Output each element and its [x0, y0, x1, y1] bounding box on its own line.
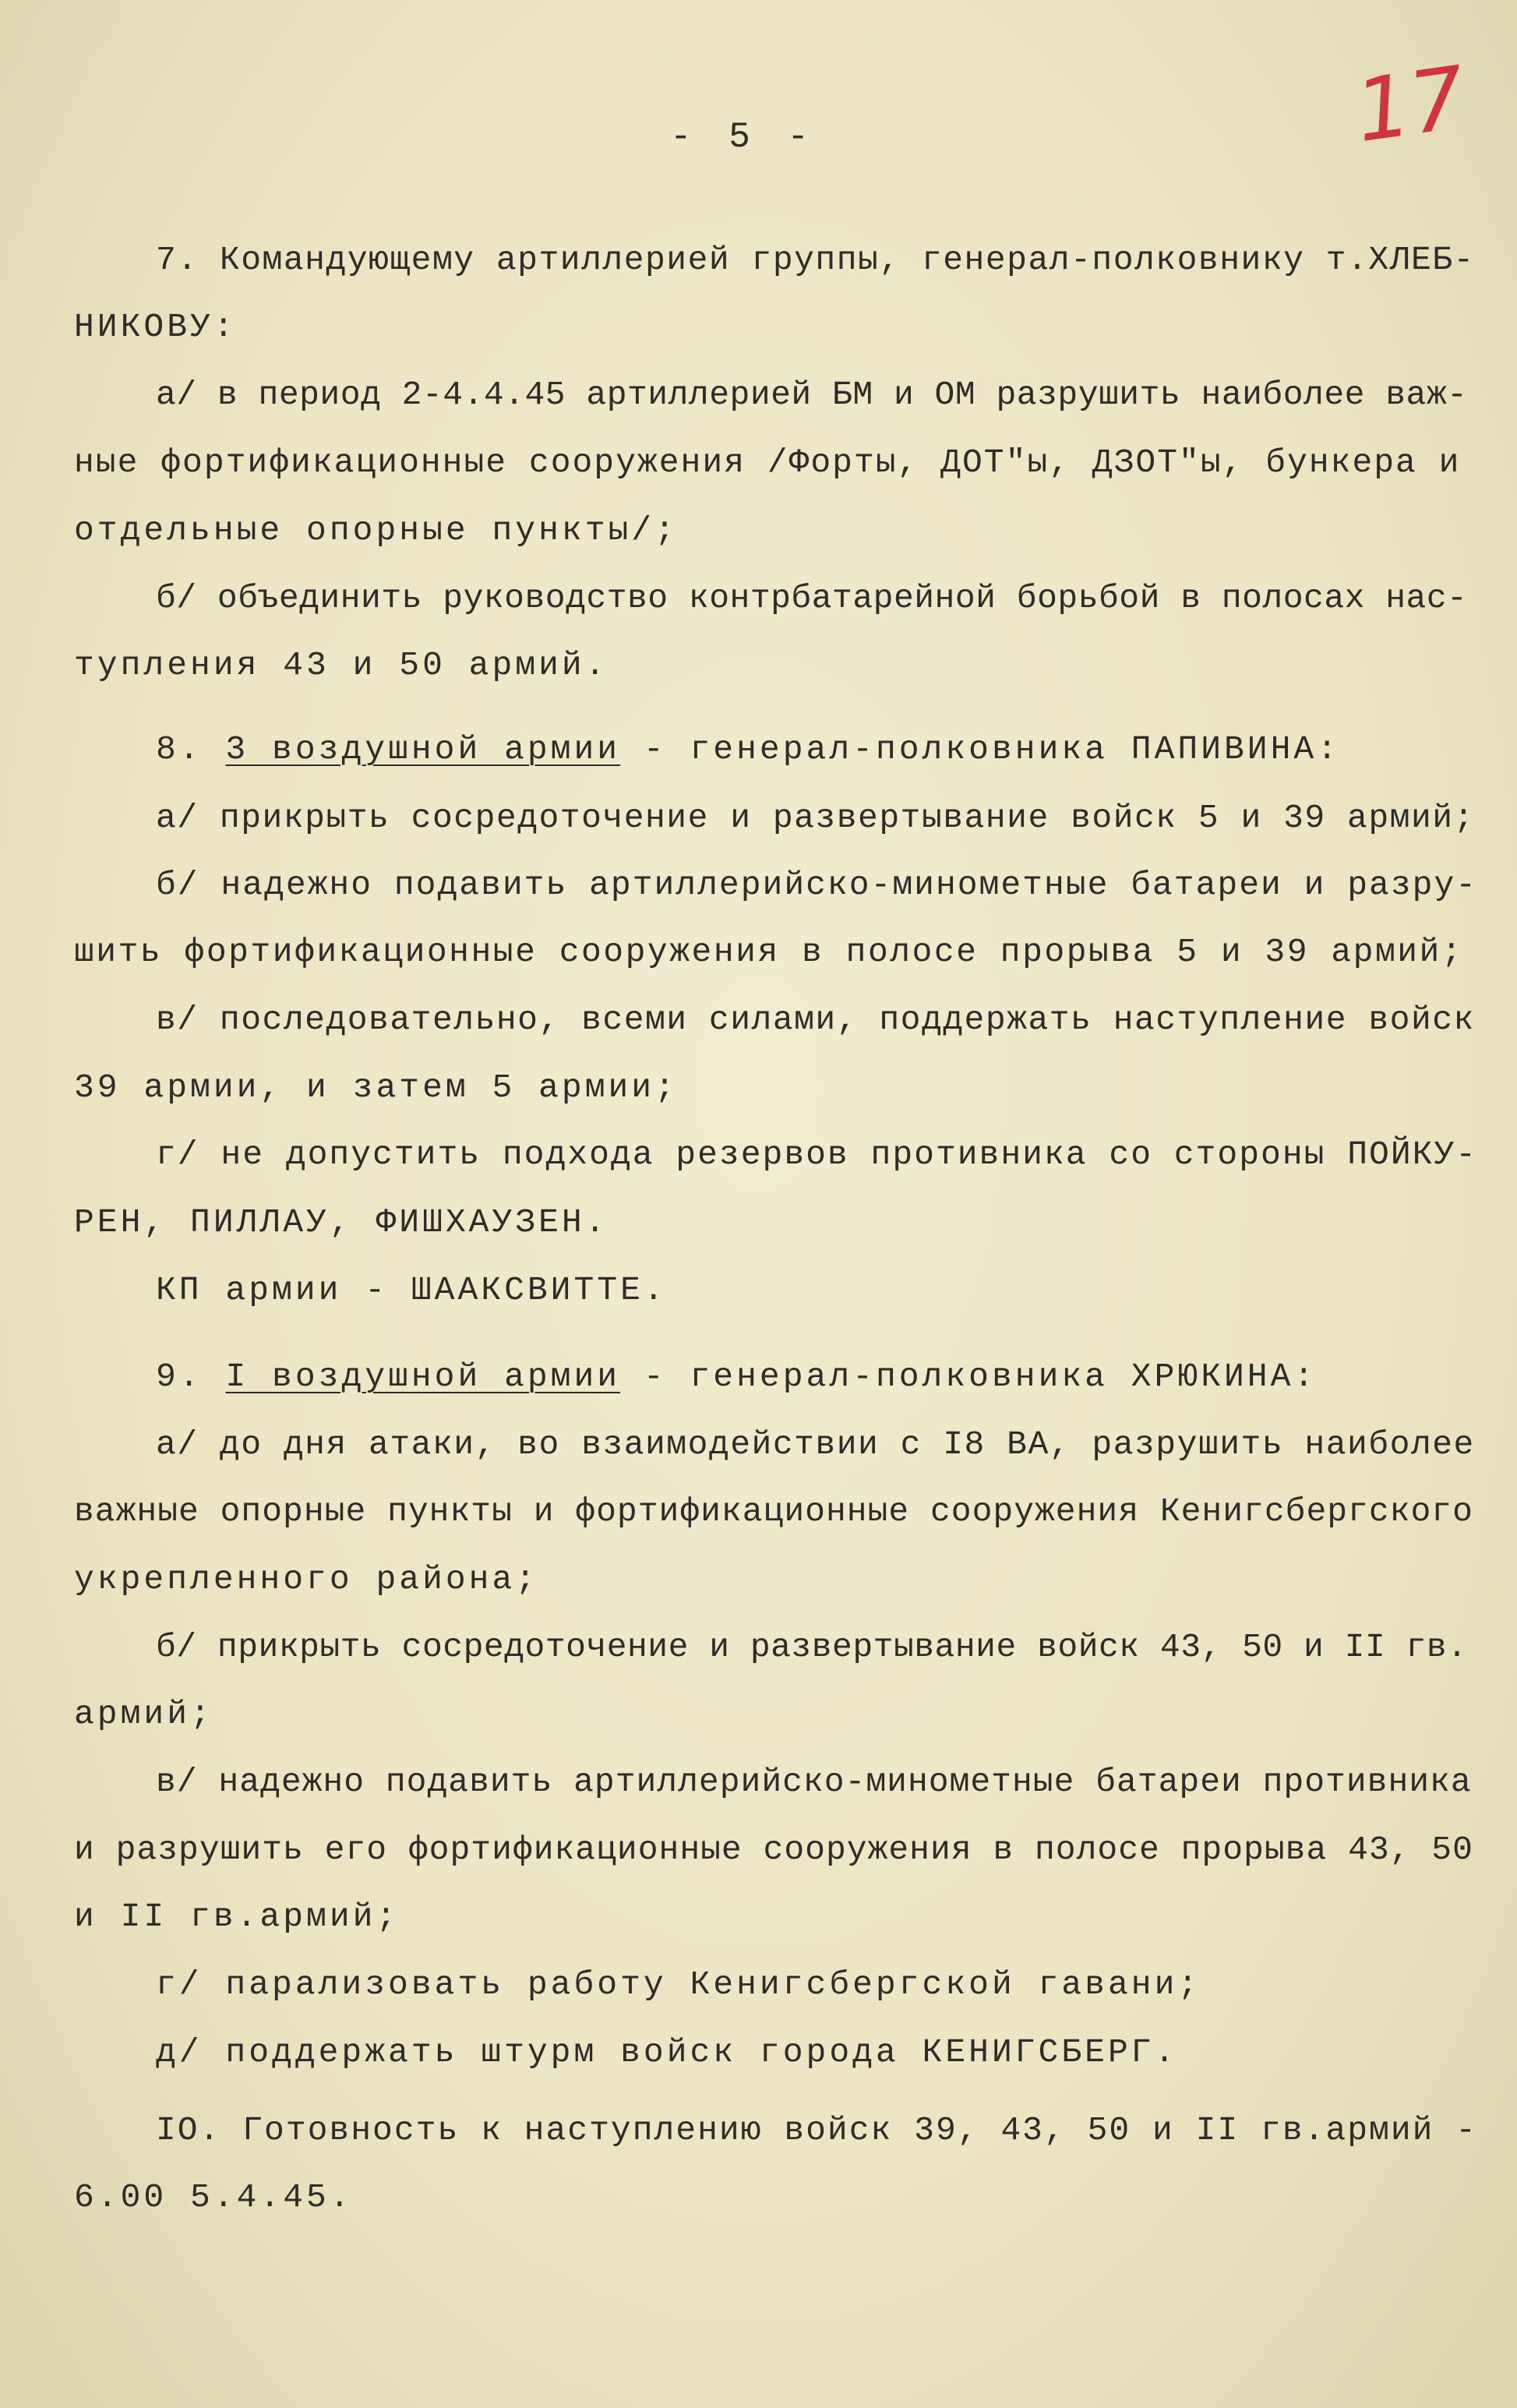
item9-b-line2: армий; [74, 1695, 213, 1733]
item8-number: 8. [156, 730, 203, 768]
item8-b-line2: шить фортификационные сооружения в полосе прорыва 5 и 39 армий; [74, 933, 1464, 971]
item9-v-line1: в/ надежно подавить артиллерийско-минометные батареи противника [156, 1763, 1472, 1801]
item8-a: а/ прикрыть сосредоточение и развертывание войск 5 и 39 армий; [156, 799, 1475, 837]
item8-g-line2: РЕН, ПИЛЛАУ, ФИШХАУЗЕН. [74, 1203, 609, 1241]
item9-a-line1: а/ до дня атаки, во взаимодействии с I8 ВА, разрушить наиболее [156, 1425, 1475, 1464]
item8-commander: - генерал-полковника ПАПИВИНА: [620, 730, 1341, 768]
item7-a-line2: ные фортификационные сооружения /Форты, ДОТ"ы, ДЗОТ"ы, бункера и [74, 443, 1461, 482]
item9-a-line3: укрепленного района; [74, 1560, 539, 1598]
item8-army-underlined: 3 воздушной армии [225, 730, 621, 768]
item10-line2: 6.00 5.4.45. [74, 2178, 353, 2216]
item7-a-line1: а/ в период 2-4.4.45 артиллерией БМ и ОМ разрушить наиболее важ- [156, 376, 1468, 414]
item7-line2: НИКОВУ: [74, 308, 237, 346]
item9-heading [156, 1358, 1318, 1396]
item8-v-line2: 39 армии, и затем 5 армии; [74, 1068, 678, 1107]
item7-b-line1: б/ объединить руководство контрбатарейной борьбой в полосах нас- [156, 579, 1468, 617]
item7-a-line3: отдельные опорные пункты/; [74, 511, 678, 549]
item9-g: г/ парализовать работу Кенигсбергской гавани; [156, 1965, 1201, 2004]
item9-d: д/ поддержать штурм войск города КЕНИГСБЕРГ. [156, 2033, 1178, 2071]
item8-kp: КП армии - ШААКСВИТТЕ. [156, 1271, 667, 1309]
item8-heading [156, 730, 1341, 768]
item9-v-line3: и II гв.армий; [74, 1898, 400, 1936]
folio-number-handwritten: 17 [1349, 47, 1472, 162]
item7-b-line2: тупления 43 и 50 армий. [74, 646, 609, 684]
item8-g-line1: г/ не допустить подхода резервов противника со стороны ПОЙКУ- [156, 1135, 1478, 1174]
item7-line1: 7. Командующему артиллерией группы, генерал-полковнику т.ХЛЕБ- [156, 241, 1475, 279]
item9-army-underlined: I воздушной армии [225, 1358, 621, 1396]
item9-number: 9. [156, 1358, 203, 1396]
item9-commander: - генерал-полковника ХРЮКИНА: [620, 1358, 1318, 1396]
item8-b-line1: б/ надежно подавить артиллерийско-минометные батареи и разру- [156, 866, 1478, 904]
item10-line1: IO. Готовность к наступлению войск 39, 43, 50 и II гв.армий - [156, 2111, 1478, 2149]
page-number: - 5 - [670, 117, 817, 157]
item9-a-line2: важные опорные пункты и фортификационные сооружения Кенигсбергского [74, 1492, 1473, 1531]
item8-v-line1: в/ последовательно, всеми силами, поддержать наступление войск [156, 1001, 1475, 1039]
item9-v-line2: и разрушить его фортификационные сооружения в полосе прорыва 43, 50 [74, 1831, 1473, 1869]
item9-b-line1: б/ прикрыть сосредоточение и развертывание войск 43, 50 и II гв. [156, 1628, 1468, 1666]
